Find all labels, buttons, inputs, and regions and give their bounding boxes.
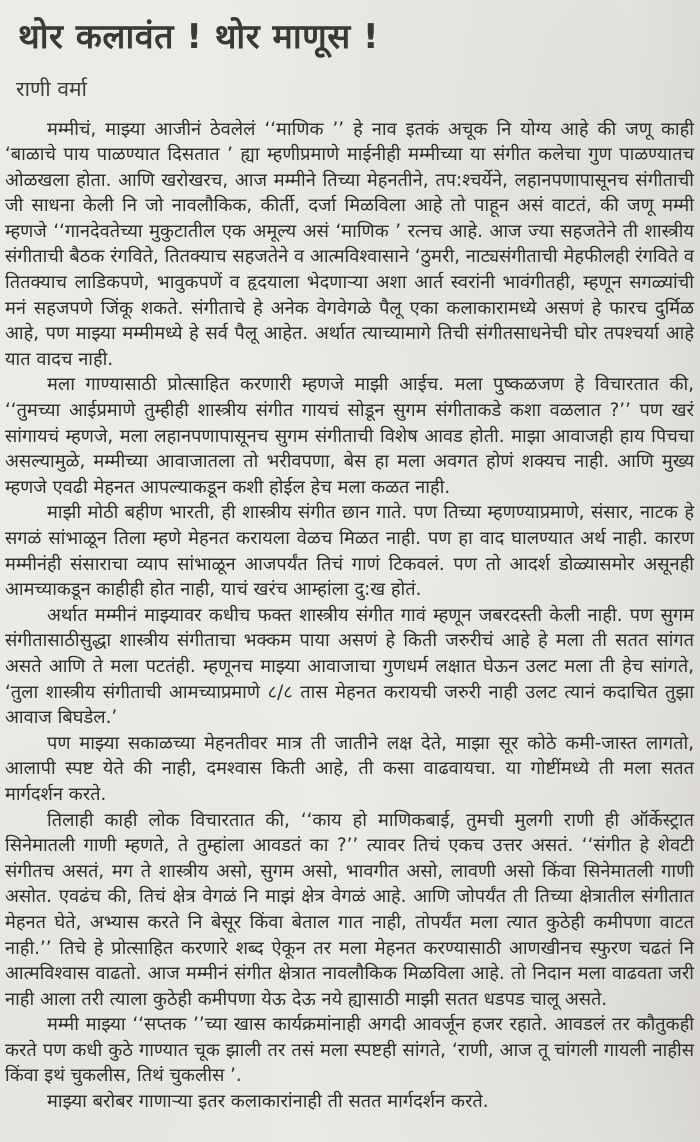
paragraph: तिलाही काही लोक विचारतात की, ‘‘काय हो माणिकबाई, तुमची मुलगी राणी ही ऑर्केस्ट्रात सिनेमातली गाणी म्हणते, ते तुम्हांला आवडतं का ?’’ त्यावर तिचं एकच उत्तर असतं. ‘‘संगीत हे शेवटी संगीतच असतं, मग ते शास्त्रीय असो, सुगम असो, भावगीत असो, लावणी असो किंवा सिनेमातली गाणी असोत. एवढंच की, तिचं क्षेत्र वेगळं नि माझं क्षेत्र वेगळं आहे. आणि जोपर्यंत ती तिच्या क्षेत्रातील संगीतात मेहनत घेते, अभ्यास करते नि बेसूर किंवा बेताल गात नाही, तोपर्यंत मला त्यात कुठेही कमीपणा वाटत नाही.’’ तिचे हे प्रोत्साहित करणारे शब्द ऐकून तर मला मेहनत करण्यासाठी आणखीनच स्फुरण चढतं नि आत्मविश्वास वाढतो. आज मम्मीनं संगीत क्षेत्रात नावलौकिक मिळविला आहे. तो निदान मला वाढवता जरी नाही आला तरी त्याला कुठेही कमीपणा येऊ देऊ नये ह्यासाठी माझी सतत धडपड चालू असते. [5,809,694,1010]
paragraph: मला गाण्यासाठी प्रोत्साहित करणारी म्हणजे माझी आईच. मला पुष्कळजण हे विचारतात की, ‘‘तुमच्या आईप्रमाणे तुम्हीही शास्त्रीय संगीत गायचं सोडून सुगम संगीताकडे कशा वळलात ?’’ पण खरं सांगायचं म्हणजे, मला लहानपणापासूनच सुगम संगीताची विशेष आवड होती. माझा आवाजही हाय पिचचा असल्यामुळे, मम्मीच्या आवाजातला तो भरीवपणा, बेस हा मला अवगत होणं शक्यच नाही. आणि मुख्य म्हणजे एवढी मेहनत आपल्याकडून कशी होईल हेच मला कळत नाही. [5,374,694,498]
article-title: थोर कलावंत ! थोर माणूस ! [18,17,380,57]
paragraph: मम्मी माझ्या ‘‘सप्तक ’’च्या खास कार्यक्रमांनाही अगदी आवर्जून हजर रहाते. आवडलं तर कौतुकही करते पण कधी कुठे गाण्यात चूक झाली तर तसं मला स्पष्टही सांगते, ‘राणी, आज तू चांगली गायली नाहीस किंवा इथं चुकलीस, तिथं चुकलीस ’. [5,1014,694,1087]
article-body [5,117,694,1115]
paragraph: अर्थात मम्मीनं माझ्यावर कधीच फक्त शास्त्रीय संगीत गावं म्हणून जबरदस्ती केली नाही. पण सुगम संगीतासाठीसुद्धा शास्त्रीय संगीताचा भक्कम पाया असणं हे किती जरुरीचं आहे हे मला ती सतत सांगत असते आणि ते मला पटतंही. म्हणूनच माझ्या आवाजाचा गुणधर्म लक्षात घेऊन उलट मला ती हेच सांगते, ‘तुला शास्त्रीय संगीताची आमच्याप्रमाणे ८/८ तास मेहनत करायची जरुरी नाही उलट त्यानं कदाचित तुझा आवाज बिघडेल.’ [5,604,694,729]
paragraph: मम्मीचं, माझ्या आजीनं ठेवलेलं ‘‘माणिक ’’ हे नाव इतकं अचूक नि योग्य आहे की जणू काही ‘बाळाचे पाय पाळण्यात दिसतात ’ ह्या म्हणीप्रमाणे माईनीही मम्मीच्या या संगीत कलेचा गुण पाळण्यातच ओळखला होता. आणि खरोखरच, आज मम्मीने तिच्या मेहनतीने, तप:श्चर्येने, लहानपणापासूनच संगीताची जी साधना केली नि जो नावलौकिक, कीर्ती, दर्जा मिळविला आहे तो पाहून असं वाटतं, की जणू मम्मी म्हणजे ‘‘गानदेवतेच्या मुकुटातील एक अमूल्य असं ‘माणिक ’ रत्नच आहे. आज ज्या सहजतेने ती शास्त्रीय संगीताची बैठक रंगविते, तितक्याच सहजतेने व आत्मविश्वासाने ‘ठुमरी, नाट्यसंगीताची मेहफीलही रंगविते व तितक्याच लाडिकपणे, भावुकपणें व हृदयाला भेदणाऱ्या अशा आर्त स्वरांनी भावंगीतही, म्हणून सगळ्यांची मनं सहजपणे जिंकू शकते. संगीताचे हे अनेक वेगवेगळे पैलू एका कलाकारामध्ये असणं हे फारच दुर्मिळ आहे, पण माझ्या मम्मीमध्ये हे सर्व पैलू आहेत. अर्थात त्याच्यामागे तिची संगीतसाधनेची घोर तपश्चर्या आहे यात वादच नाही. [5,118,694,370]
author-byline: राणी वर्मा [16,76,87,101]
paragraph: माझ्या बरोबर गाणाऱ्या इतर कलाकारांनाही ती सतत मार्गदर्शन करते. [47,1091,489,1113]
paragraph: माझी मोठी बहीण भारती, ही शास्त्रीय संगीत छान गाते. पण तिच्या म्हणण्याप्रमाणे, संसार, नाटक हे सगळं सांभाळून तिला म्हणे मेहनत करायला वेळच मिळत नाही. पण हा वाद घालण्यात अर्थ नाही. कारण मम्मीनंही संसाराचा व्याप सांभाळून आजपर्यंत तिचं गाणं टिकवलं. पण तो आदर्श डोळ्यासमोर असूनही आमच्याकडून काहीही होत नाही, याचं खरंच आम्हांला दु:ख होतं. [5,502,694,601]
paragraph: पण माझ्या सकाळच्या मेहनतीवर मात्र ती जातीने लक्ष देते, माझा सूर कोठे कमी-जास्त लागतो, आलापी स्पष्ट येते की नाही, दमश्वास किती आहे, ती कसा वाढवायचा. या गोष्टींमध्ये ती मला सतत मार्गदर्शन करते. [5,732,694,805]
